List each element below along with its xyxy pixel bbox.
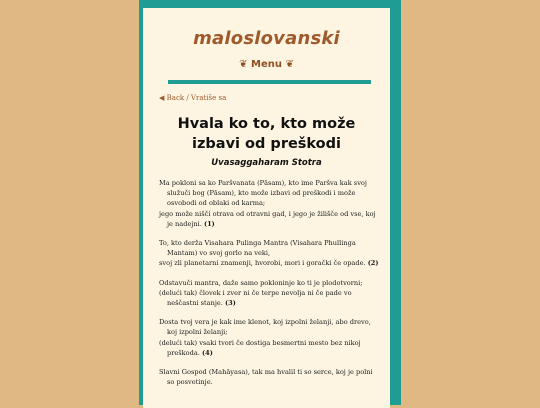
verse-number: (4)	[201, 348, 213, 357]
verse-text: svoj zli planetarni znamenji, hvorobi, mori i gorački če opade.	[159, 259, 366, 268]
verse-stanza	[159, 238, 380, 269]
verse-text: Odstavuči mantra, daže samo pokloninje ko ti je plodotvorni;	[159, 278, 363, 287]
verse-text: jego može niščí otrava od otravni gad, i jego je žilišče od vse, koj je nadejni.	[159, 209, 376, 228]
verse-text: Slavni Gospod (Mahāyasa), tak ma hvalil ti so serce, koj je polni so posvetinje.	[159, 368, 373, 387]
verse-line	[159, 209, 380, 229]
fleuron-icon-left: ❦	[239, 59, 248, 70]
verse-line	[159, 178, 380, 209]
verse-stanza	[159, 178, 380, 229]
back-label: Back / Vratiše sa	[166, 94, 227, 102]
menu-toggle[interactable]	[143, 59, 390, 70]
verse-line	[159, 367, 380, 387]
page-title-line-1: Hvala ko to, kto može	[177, 116, 356, 132]
page-title	[143, 114, 390, 154]
verse-text: To, kto derža Visahara Pulinga Mantra (Visahara Phullinga Mantam) vo svoj gorlo na veki,	[159, 239, 356, 258]
back-link[interactable]	[159, 94, 226, 102]
header-divider	[168, 80, 371, 84]
verse-text: (delući tak) človek i zver ni če terpe nevolja ni če pade vo neščastni stanje.	[159, 288, 352, 308]
page-title-line-2: izbavi od preškodi	[192, 136, 341, 152]
menu-label: Menu	[251, 59, 282, 70]
site-title[interactable]: maloslovanski	[193, 28, 340, 49]
verse-line	[159, 258, 380, 268]
verse-stanza	[159, 367, 380, 387]
verse-stanza	[159, 317, 380, 358]
verse-text: Ma pokloni sa ko Paršvanata (Pāsam), kto ime Paršva kak svoj služuči bog (Pāsam), kto može izbavi od preškodi i može osvobodi od oblaki od karma;	[159, 179, 367, 208]
fleuron-icon-right: ❦	[285, 59, 294, 70]
verse-line	[159, 288, 380, 308]
verse-number: (2)	[367, 259, 379, 268]
verse-line	[159, 317, 380, 337]
back-arrow-icon: ◀	[159, 94, 165, 102]
verse-text: (delući tak) vsaki tvori če dostiga besmertni mesto bez nikoj preškoda.	[159, 338, 361, 357]
verse-text: Dosta tvoj vera je kak ime klenot, koj izpolni želanji, abo drevo, koj izpolni želanji;	[159, 318, 371, 337]
verse-line	[159, 338, 380, 358]
page-subtitle: Uvasaggaharam Stotra	[211, 158, 322, 168]
verse-stanza	[159, 278, 380, 309]
verse-line	[159, 278, 380, 288]
verse-number: (1)	[203, 219, 215, 228]
verse-list	[159, 178, 380, 396]
verse-number: (3)	[225, 299, 236, 308]
content-panel	[143, 8, 390, 408]
verse-line	[159, 238, 380, 258]
